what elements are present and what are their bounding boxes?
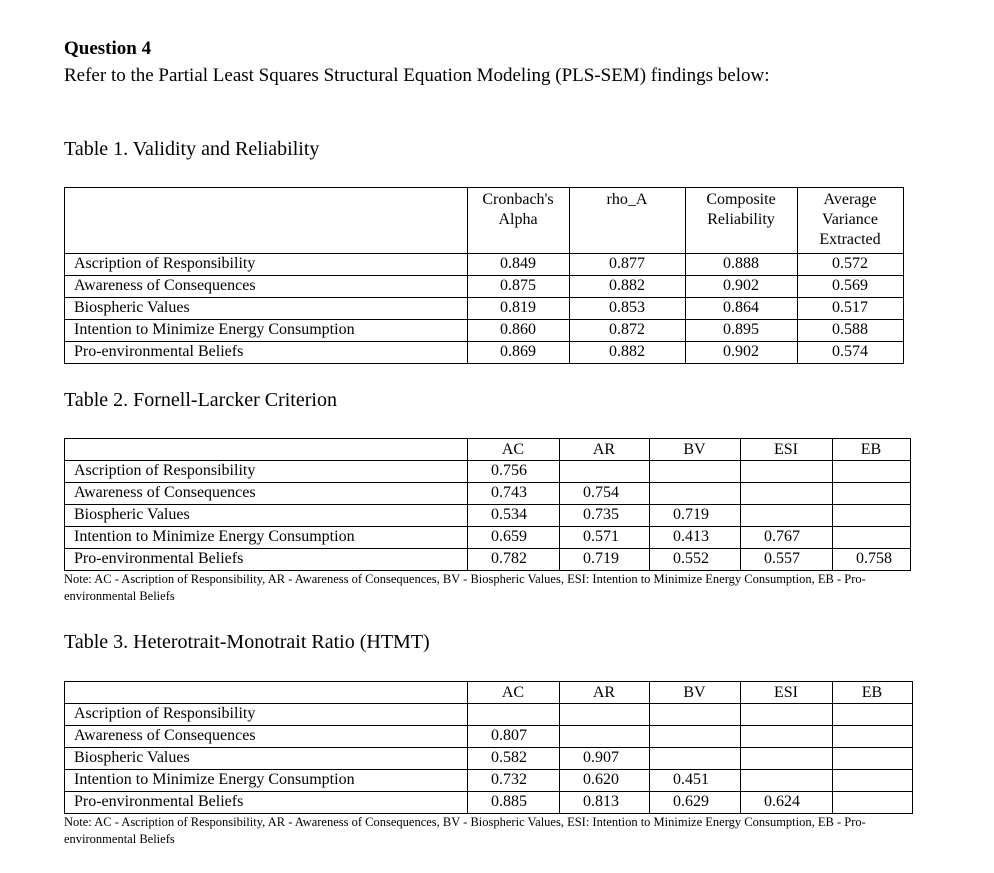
- table-cell: 0.849: [500, 255, 536, 272]
- table-cell: 0.557: [764, 550, 800, 567]
- row-label: Biospheric Values: [74, 749, 190, 766]
- table-cell: 0.569: [832, 277, 868, 294]
- table-cell: 0.864: [723, 299, 759, 316]
- table-cell: 0.882: [609, 277, 645, 294]
- table-cell: 0.807: [491, 727, 527, 744]
- column-header: ESI: [774, 441, 798, 458]
- table-cell: 0.572: [832, 255, 868, 272]
- rule-v: [910, 438, 911, 571]
- table-cell: 0.872: [609, 321, 645, 338]
- question-text: Refer to the Partial Least Squares Structural Equation Modeling (PLS-SEM) findings below:: [64, 65, 770, 86]
- row-label: Pro-environmental Beliefs: [74, 343, 244, 360]
- rule-h: [64, 681, 913, 682]
- column-header: BV: [683, 684, 706, 701]
- table1-caption: Table 1. Validity and Reliability: [64, 138, 320, 160]
- table-cell: 0.719: [583, 550, 619, 567]
- table-cell: 0.517: [832, 299, 868, 316]
- table-cell: 0.534: [491, 506, 527, 523]
- column-header: AC: [501, 684, 525, 701]
- rule-v: [64, 187, 65, 364]
- table-cell: 0.875: [500, 277, 536, 294]
- table-cell: 0.659: [491, 528, 527, 545]
- table-cell: 0.907: [583, 749, 619, 766]
- column-header: ESI: [774, 684, 798, 701]
- table-cell: 0.767: [764, 528, 800, 545]
- column-header: AR: [592, 441, 616, 458]
- row-label: Intention to Minimize Energy Consumption: [74, 321, 355, 338]
- table-cell: 0.743: [491, 484, 527, 501]
- row-label: Biospheric Values: [74, 506, 190, 523]
- table-cell: 0.869: [500, 343, 536, 360]
- question-title: Question 4: [64, 38, 152, 59]
- row-label: Biospheric Values: [74, 299, 190, 316]
- table2-note: Note: AC - Ascription of Responsibility, AR - Awareness of Consequences, BV - Biospheric Values, ESI: Intention to Minimize Energy Consumption, EB - Pro-environmental Beliefs: [64, 572, 866, 603]
- table-cell: 0.620: [583, 771, 619, 788]
- rule-h: [64, 187, 904, 188]
- table-cell: 0.552: [673, 550, 709, 567]
- table-cell: 0.885: [491, 793, 527, 810]
- table-cell: 0.582: [491, 749, 527, 766]
- table-cell: 0.902: [723, 343, 759, 360]
- table-cell: 0.860: [500, 321, 536, 338]
- table-cell: 0.853: [609, 299, 645, 316]
- table-cell: 0.413: [673, 528, 709, 545]
- rule-v: [912, 681, 913, 814]
- table-cell: 0.624: [764, 793, 800, 810]
- table-cell: 0.877: [609, 255, 645, 272]
- table-cell: 0.895: [723, 321, 759, 338]
- row-label: Ascription of Responsibility: [74, 705, 256, 722]
- table3-note: Note: AC - Ascription of Responsibility, AR - Awareness of Consequences, BV - Biospheric Values, ESI: Intention to Minimize Energy Consumption, EB - Pro-environmental Beliefs: [64, 815, 866, 846]
- column-header: EB: [860, 441, 882, 458]
- row-label: Awareness of Consequences: [74, 727, 256, 744]
- table-cell: 0.882: [609, 343, 645, 360]
- column-header: AR: [592, 684, 616, 701]
- column-header: BV: [683, 441, 706, 458]
- column-header: rho_A: [606, 191, 648, 208]
- table3-caption: Table 3. Heterotrait-Monotrait Ratio (HTMT): [64, 631, 430, 653]
- table-cell: 0.888: [723, 255, 759, 272]
- table-cell: 0.758: [856, 550, 892, 567]
- table-cell: 0.588: [832, 321, 868, 338]
- row-label: Pro-environmental Beliefs: [74, 550, 244, 567]
- rule-v: [64, 438, 65, 571]
- row-label: Intention to Minimize Energy Consumption: [74, 771, 355, 788]
- rule-h: [64, 363, 904, 364]
- column-header: EB: [861, 684, 883, 701]
- table-cell: 0.756: [491, 462, 527, 479]
- table-cell: 0.782: [491, 550, 527, 567]
- table-cell: 0.735: [583, 506, 619, 523]
- row-label: Awareness of Consequences: [74, 484, 256, 501]
- table-cell: 0.451: [673, 771, 709, 788]
- column-header: AC: [501, 441, 525, 458]
- table-cell: 0.902: [723, 277, 759, 294]
- column-header: Composite Reliability: [706, 191, 776, 228]
- table-cell: 0.732: [491, 771, 527, 788]
- table-cell: 0.574: [832, 343, 868, 360]
- row-label: Intention to Minimize Energy Consumption: [74, 528, 355, 545]
- rule-v: [64, 681, 65, 814]
- column-header: Average Variance Extracted: [819, 191, 881, 248]
- table2-caption: Table 2. Fornell-Larcker Criterion: [64, 389, 337, 411]
- table-cell: 0.571: [583, 528, 619, 545]
- row-label: Pro-environmental Beliefs: [74, 793, 244, 810]
- table-cell: 0.813: [583, 793, 619, 810]
- table-cell: 0.819: [500, 299, 536, 316]
- table-cell: 0.719: [673, 506, 709, 523]
- row-label: Awareness of Consequences: [74, 277, 256, 294]
- column-header: Cronbach's Alpha: [482, 191, 554, 228]
- row-label: Ascription of Responsibility: [74, 462, 256, 479]
- rule-h: [64, 438, 911, 439]
- rule-v: [903, 187, 904, 364]
- row-label: Ascription of Responsibility: [74, 255, 256, 272]
- table-cell: 0.754: [583, 484, 619, 501]
- table-cell: 0.629: [673, 793, 709, 810]
